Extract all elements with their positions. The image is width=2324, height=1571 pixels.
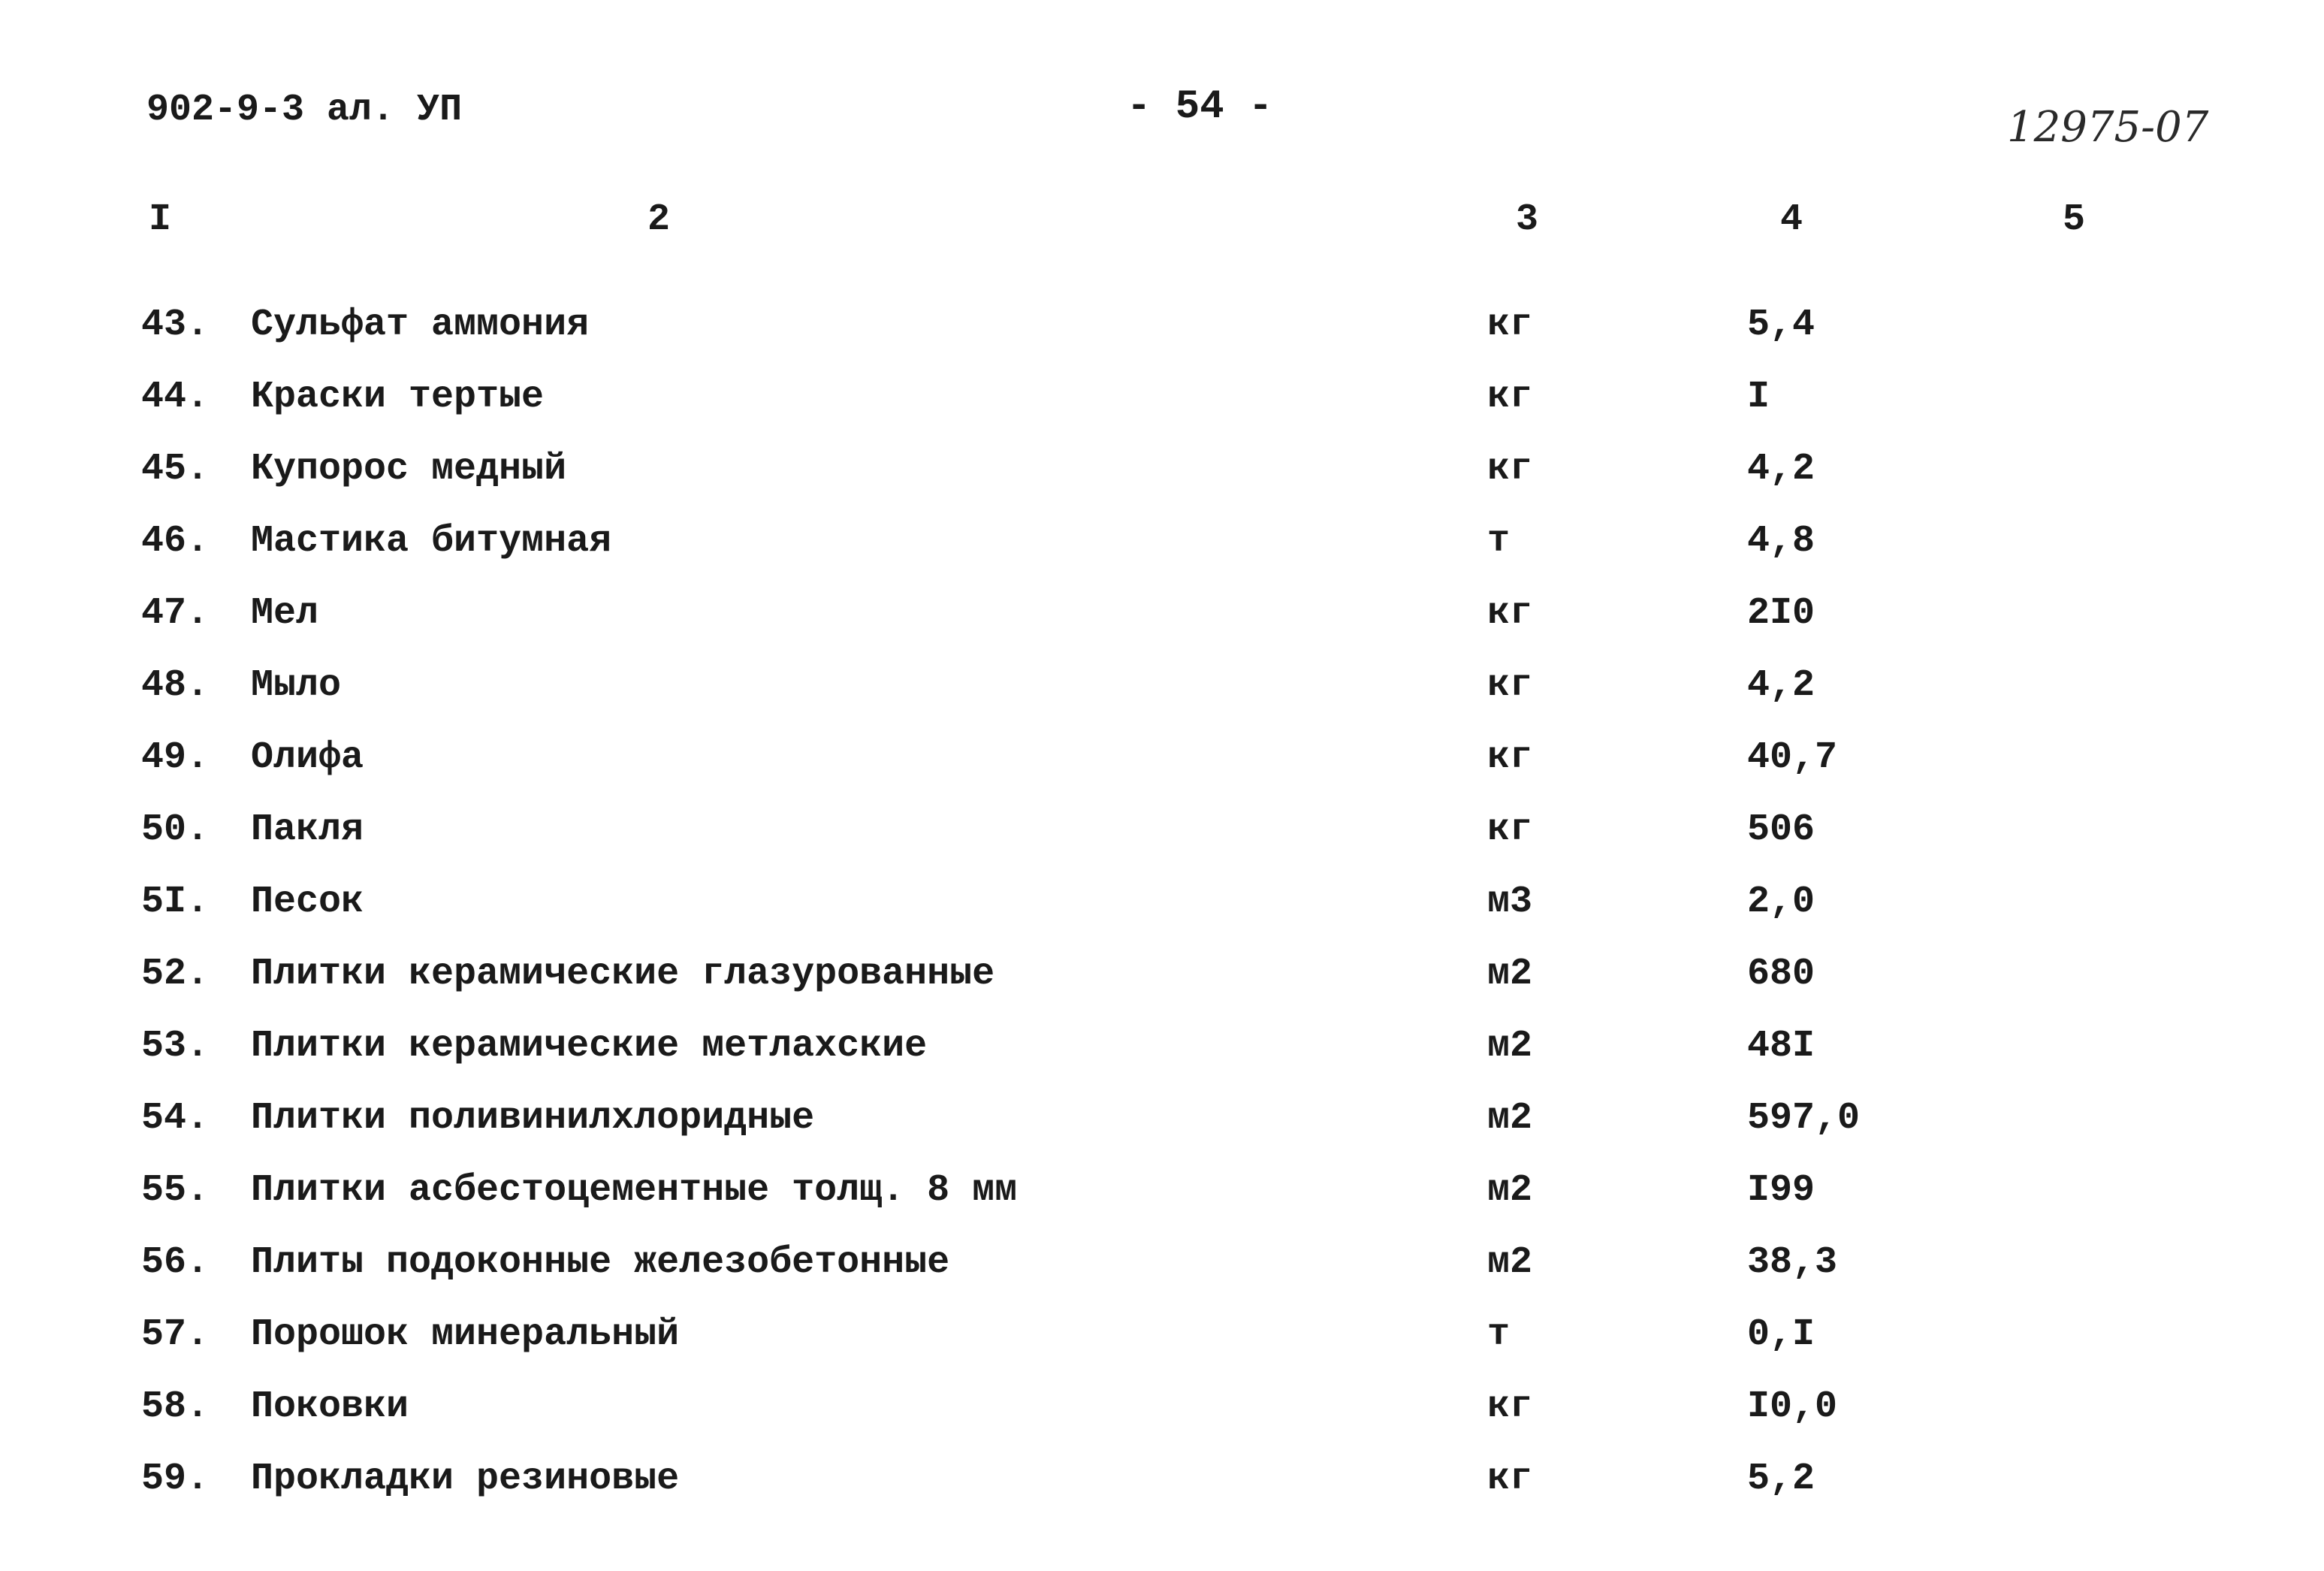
material-name: Плитки керамические глазурованные	[251, 953, 995, 995]
material-name: Порошок минеральный	[251, 1313, 680, 1356]
column-header-3: 3	[1516, 198, 1539, 241]
unit: м2	[1487, 1025, 1533, 1068]
row-number: 46.	[141, 520, 210, 563]
unit: т	[1487, 520, 1511, 563]
row-number: 5I.	[141, 881, 210, 923]
table-row	[0, 1025, 2324, 1100]
quantity: I	[1747, 376, 1770, 418]
unit: м2	[1487, 1097, 1533, 1140]
table-row	[0, 736, 2324, 811]
table-row	[0, 592, 2324, 667]
unit: кг	[1487, 1458, 1533, 1500]
material-name: Мел	[251, 592, 319, 635]
row-number: 50.	[141, 808, 210, 851]
material-name: Плитки асбестоцементные толщ. 8 мм	[251, 1169, 1018, 1212]
row-number: 48.	[141, 664, 210, 707]
unit: кг	[1487, 592, 1533, 635]
unit: кг	[1487, 376, 1533, 418]
quantity: 5,4	[1747, 304, 1815, 346]
row-number: 56.	[141, 1241, 210, 1284]
unit: м2	[1487, 1169, 1533, 1212]
unit: кг	[1487, 304, 1533, 346]
table-row	[0, 881, 2324, 956]
row-number: 52.	[141, 953, 210, 995]
quantity: 680	[1747, 953, 1815, 995]
unit: м2	[1487, 953, 1533, 995]
unit: кг	[1487, 1385, 1533, 1428]
material-name: Мыло	[251, 664, 342, 707]
quantity: 2I0	[1747, 592, 1815, 635]
table-row	[0, 953, 2324, 1028]
quantity: 506	[1747, 808, 1815, 851]
column-header-1: I	[149, 198, 172, 241]
row-number: 49.	[141, 736, 210, 779]
material-name: Песок	[251, 881, 364, 923]
unit: т	[1487, 1313, 1511, 1356]
quantity: 2,0	[1747, 881, 1815, 923]
row-number: 57.	[141, 1313, 210, 1356]
row-number: 58.	[141, 1385, 210, 1428]
archive-number: 12975-07	[2007, 103, 2209, 152]
material-name: Краски тертые	[251, 376, 545, 418]
material-name: Олифа	[251, 736, 364, 779]
row-number: 55.	[141, 1169, 210, 1212]
material-name: Сульфат аммония	[251, 304, 590, 346]
table-row	[0, 1169, 2324, 1244]
column-header-4: 4	[1780, 198, 1803, 241]
unit: кг	[1487, 448, 1533, 491]
unit: м3	[1487, 881, 1533, 923]
document-code: 902-9-3 ал. УП	[146, 89, 463, 131]
unit: кг	[1487, 736, 1533, 779]
quantity: 4,8	[1747, 520, 1815, 563]
table-row	[0, 448, 2324, 523]
quantity: 38,3	[1747, 1241, 1838, 1284]
row-number: 45.	[141, 448, 210, 491]
table-row	[0, 1097, 2324, 1172]
table-row	[0, 1385, 2324, 1461]
quantity: 40,7	[1747, 736, 1838, 779]
material-name: Мастика битумная	[251, 520, 612, 563]
table-row	[0, 304, 2324, 379]
table-row	[0, 808, 2324, 884]
page-number: - 54 -	[1127, 84, 1273, 130]
material-name: Купорос медный	[251, 448, 567, 491]
unit: кг	[1487, 664, 1533, 707]
unit: кг	[1487, 808, 1533, 851]
material-name: Прокладки резиновые	[251, 1458, 680, 1500]
row-number: 43.	[141, 304, 210, 346]
material-name: Плиты подоконные железобетонные	[251, 1241, 950, 1284]
quantity: 5,2	[1747, 1458, 1815, 1500]
quantity: 4,2	[1747, 448, 1815, 491]
table-row	[0, 1458, 2324, 1533]
column-header-5: 5	[2063, 198, 2086, 241]
table-row	[0, 1313, 2324, 1388]
table-row	[0, 664, 2324, 739]
row-number: 53.	[141, 1025, 210, 1068]
quantity: I99	[1747, 1169, 1815, 1212]
materials-table	[0, 304, 2324, 1533]
material-name: Плитки керамические метлахские	[251, 1025, 928, 1068]
quantity: 48I	[1747, 1025, 1815, 1068]
row-number: 47.	[141, 592, 210, 635]
material-name: Плитки поливинилхлоридные	[251, 1097, 815, 1140]
quantity: 0,I	[1747, 1313, 1815, 1356]
table-row	[0, 520, 2324, 595]
row-number: 54.	[141, 1097, 210, 1140]
material-name: Пакля	[251, 808, 364, 851]
quantity: 597,0	[1747, 1097, 1861, 1140]
table-row	[0, 376, 2324, 451]
row-number: 44.	[141, 376, 210, 418]
table-row	[0, 1241, 2324, 1316]
material-name: Поковки	[251, 1385, 409, 1428]
column-header-2: 2	[647, 198, 671, 241]
quantity: I0,0	[1747, 1385, 1838, 1428]
row-number: 59.	[141, 1458, 210, 1500]
unit: м2	[1487, 1241, 1533, 1284]
quantity: 4,2	[1747, 664, 1815, 707]
